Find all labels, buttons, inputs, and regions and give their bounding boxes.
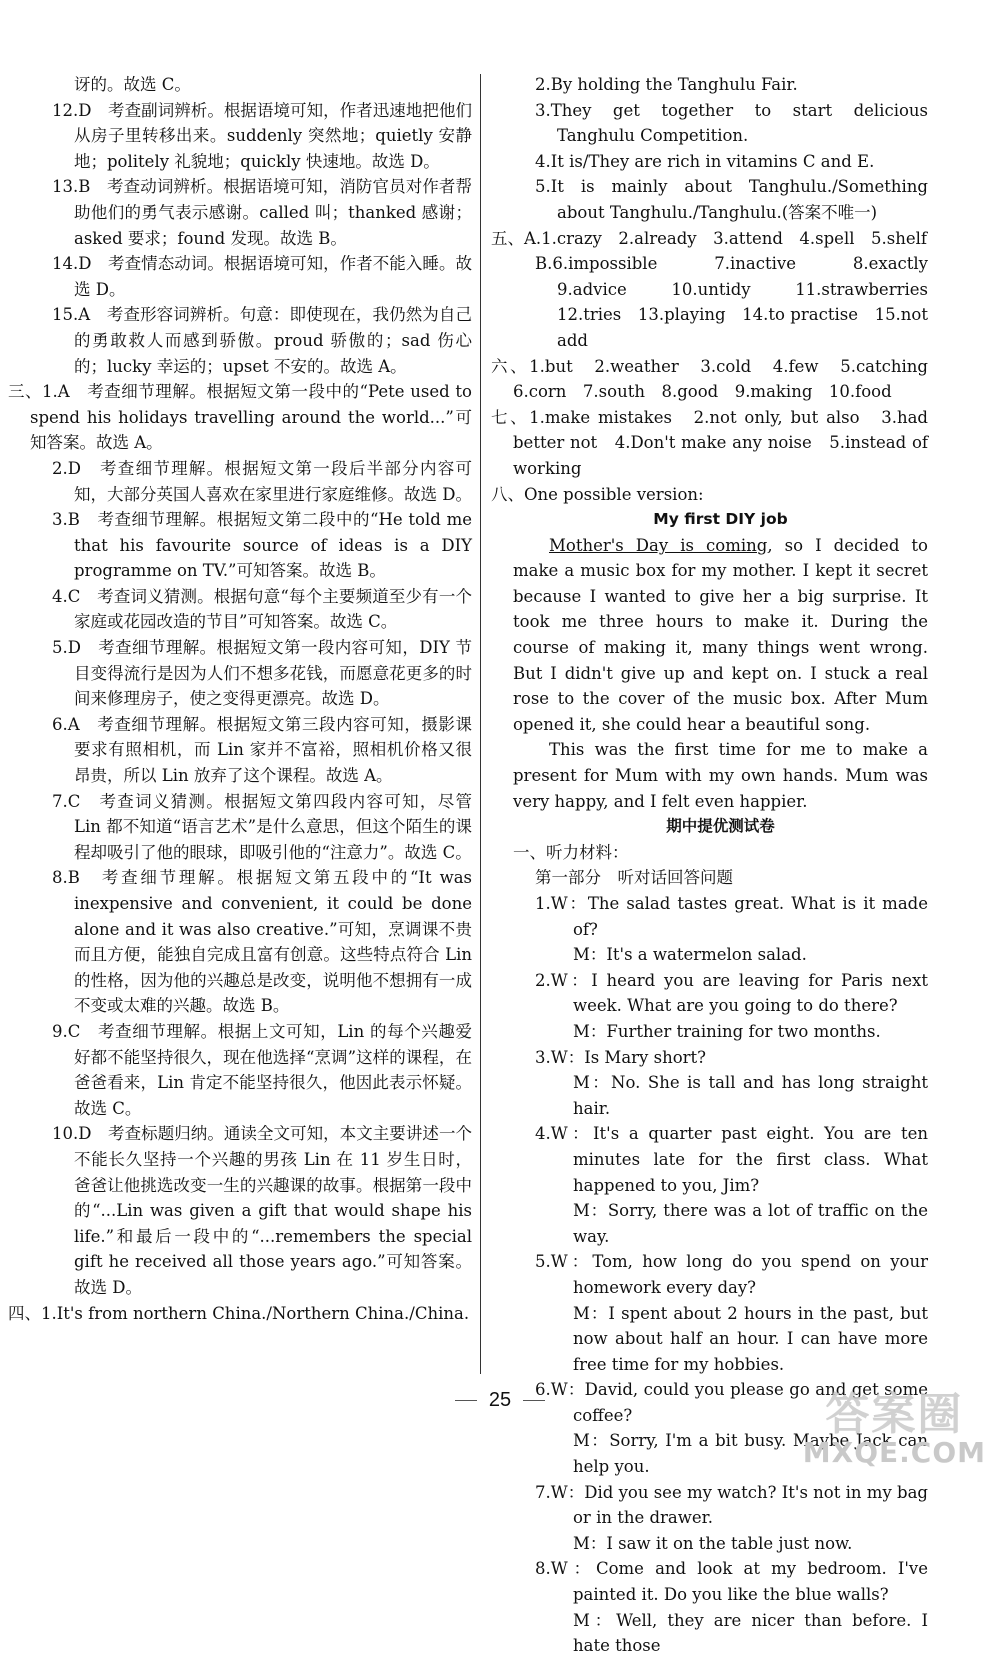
- test-title: 期中提优测试卷: [666, 817, 775, 836]
- answer-item: 5.D 考查细节理解。根据短文第一段内容可知，DIY 节目变得流行是因为人们不想多花钱，而愿意花更多的时间来修理房子，使之变得更漂亮。故选 D。: [52, 638, 472, 709]
- answer-item: 3.B 考查细节理解。根据短文第二段中的“He told me that his favourite source of ideas is a DIY programme on TV.”可知答案。故选 B。: [52, 510, 472, 581]
- answer-item: 14.D 考查情态动词。根据语境可知，作者不能入睡。故选 D。: [52, 254, 472, 299]
- essay-paragraph-1: [513, 533, 928, 738]
- answer-item: 八、One possible version:: [491, 484, 704, 504]
- dialogue-line: M：I spent about 2 hours in the past, but now about half an hour. I can have more free time for my hobbies.: [573, 1303, 928, 1374]
- watermark-url: MXQE.COM: [802, 1436, 986, 1469]
- essay-paragraph-2: This was the first time for me to make a present for Mum with my own hands. Mum was very happy, and I felt even happier.: [513, 740, 928, 811]
- dialogue-line: M：Sorry, there was a lot of traffic on the way.: [573, 1201, 928, 1246]
- answer-item: 2.D 考查细节理解。根据短文第一段后半部分内容可知，大部分英国人喜欢在家里进行家庭维修。故选 D。: [52, 458, 472, 504]
- answer-item: 六、1.but 2.weather 3.cold 4.few 5.catching 6.corn 7.south 8.good 9.making 10.food: [491, 356, 945, 402]
- answer-item: 3.They get together to start delicious Tanghulu Competition.: [535, 100, 928, 146]
- watermark-logo: [803, 1378, 986, 1469]
- answer-item: 三、1.A 考查细节理解。根据短文第一段中的“Pete used to spend his holidays travelling around the world...”可知答案。故选 A。: [8, 382, 472, 453]
- dialogue-line: 6.W：David, could you please go and get some coffee?: [535, 1380, 928, 1425]
- essay-underlined-phrase: Mother's Day is coming: [549, 535, 768, 555]
- dialogue-line: 3.W：Is Mary short?: [535, 1047, 707, 1067]
- answer-item: 4.C 考查词义猜测。根据句意“每个主要频道至少有一个家庭或花园改造的节目”可知答案。故选 C。: [52, 586, 472, 632]
- answer-item: 5.It is mainly about Tanghulu./Something about Tanghulu./Tanghulu.(答案不唯一): [535, 177, 928, 222]
- dialogue-line: 5.W：Tom, how long do you spend on your homework every day?: [535, 1252, 928, 1297]
- dialogue-line: M：Sorry, I'm a bit busy. Maybe Jack can help you.: [573, 1431, 928, 1477]
- dialogue-line: M：No. She is tall and has long straight hair.: [573, 1073, 928, 1118]
- answer-item: 4.It is/They are rich in vitamins C and E.: [535, 151, 875, 171]
- dialogue-line: M：Further training for two months.: [573, 1021, 881, 1041]
- page-number-dash-right: [523, 1400, 545, 1401]
- listening-part-heading: 第一部分 听对话回答问题: [535, 868, 733, 888]
- watermark-logo-text: 答案圈: [825, 1389, 964, 1440]
- answer-item: B.6.impossible 7.inactive 8.exactly 9.advice 10.untidy 11.strawberries 12.tries 13.playing 14.to practise 15.not add: [535, 254, 945, 350]
- answer-item: 12.D 考查副词辨析。根据语境可知，作者迅速地把他们从房子里转移出来。suddenly 突然地；quietly 安静地；politely 礼貌地；quickly 快速地。故选 D。: [52, 100, 472, 171]
- column-divider: [480, 74, 481, 1374]
- left-column: [8, 72, 472, 1326]
- answer-item: 13.B 考查动词辨析。根据语境可知，消防官员对作者帮助他们的勇气表示感谢。called 叫；thanked 感谢；asked 要求；found 发现。故选 B。: [52, 177, 472, 248]
- listening-section-heading: 一、听力材料：: [513, 842, 629, 862]
- dialogue-line: 8.W：Come and look at my bedroom. I've painted it. Do you like the blue walls?: [535, 1559, 928, 1605]
- dialogue-line: 7.W：Did you see my watch? It's not in my bag or in the drawer.: [535, 1482, 928, 1528]
- answer-item: 七、1.make mistakes 2.not only, but also 3.had better not 4.Don't make any noise 5.instead of working: [491, 407, 928, 478]
- answer-item: 15.A 考查形容词辨析。句意：即使现在，我仍然为自己的勇敢救人而感到骄傲。proud 骄傲的；sad 伤心的；lucky 幸运的；upset 不安的。故选 A。: [52, 305, 472, 376]
- answer-item: 2.By holding the Tanghulu Fair.: [535, 75, 798, 94]
- dialogue-line: M：I saw it on the table just now.: [573, 1533, 853, 1553]
- page-number-dash-left: [455, 1400, 477, 1401]
- dialogue-line: 4.W：It's a quarter past eight. You are ten minutes late for the first class. What happened to you, Jim?: [535, 1124, 928, 1195]
- answer-item: 五、A.1.crazy 2.already 3.attend 4.spell 5.shelf: [491, 228, 927, 248]
- dialogue-line: 2.W：I heard you are leaving for Paris next week. What are you going to do there?: [535, 970, 928, 1016]
- essay-title: My first DIY job: [653, 510, 788, 529]
- dialogue-line: 1.W：The salad tastes great. What is it made of?: [535, 894, 928, 939]
- answer-item: 讶的。故选 C。: [74, 75, 191, 94]
- essay-paragraph-1-rest: , so I decided to make a music box for my mother. I kept it secret because I wanted to give her a big surprise. It took me three hours to make it. During the course of making it, many things went wrong. But I didn't give up and kept on. I stuck a real rose to the cover of the music box. After Mum opened it, she could hear a beautiful song.: [513, 535, 928, 734]
- answer-item: 9.C 考查细节理解。根据上文可知，Lin 的每个兴趣爱好都不能坚持很久，现在他选择“烹调”这样的课程，在爸爸看来，Lin 肯定不能坚持很久，他因此表示怀疑。故选 C。: [52, 1021, 472, 1118]
- answer-item: 6.A 考查细节理解。根据短文第三段内容可知，摄影课要求有照相机，而 Lin 家并不富裕，照相机价格又很昂贵，所以 Lin 放弃了这个课程。故选 A。: [52, 714, 472, 786]
- dialogue-line: M：It's a watermelon salad.: [573, 945, 807, 965]
- answer-item: 四、1.It's from northern China./Northern China./China.: [8, 1303, 470, 1323]
- answer-item: 8.B 考查细节理解。根据短文第五段中的“It was inexpensive and convenient, it could be done alone and it was also creative.”可知，烹调课不贵而且方便，能独自完成且富有创意。这些特点符合 Lin 的性格，因为他的兴趣总是改变，说明他不想拥有一成不变或太难的兴趣。故选 B。: [52, 868, 472, 1016]
- page-number-text: 25: [488, 1389, 512, 1411]
- answer-item: 10.D 考查标题归纳。通读全文可知，本文主要讲述一个不能长久坚持一个兴趣的男孩 Lin 在 11 岁生日时，爸爸让他挑选改变一生的兴趣课的故事。根据第一段中的“...Lin was given a gift that would shape his life.”和最后一段中的“...remembers the special gift he received all those years ago.”可知答案。故选 D。: [52, 1124, 472, 1297]
- answer-item: 7.C 考查词义猜测。根据短文第四段内容可知，尽管 Lin 都不知道“语言艺术”是什么意思，但这个陌生的课程却吸引了他的眼球，即吸引他的“注意力”。故选 C。: [52, 791, 472, 862]
- dialogue-line: M：Well, they are nicer than before. I hate those: [573, 1610, 928, 1656]
